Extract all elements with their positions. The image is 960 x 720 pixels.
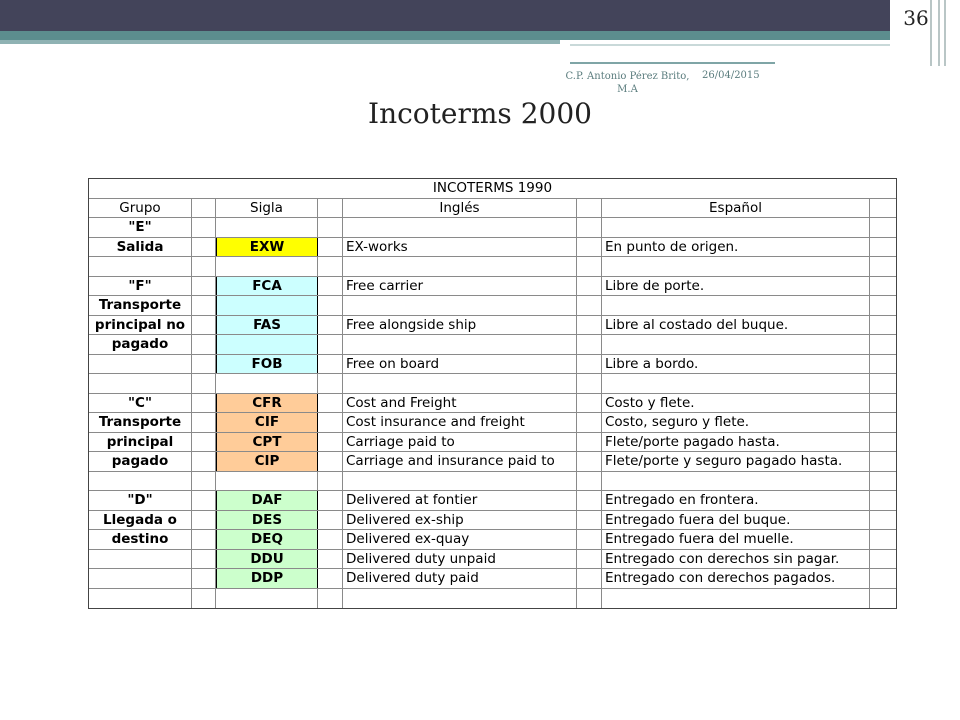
spacer-cell bbox=[577, 394, 602, 413]
spacer-cell bbox=[870, 569, 896, 588]
cell-ingles: Free carrier bbox=[343, 277, 577, 296]
spacer-cell bbox=[870, 316, 896, 335]
cell-sigla: CIP bbox=[216, 452, 318, 471]
table-row bbox=[89, 238, 896, 258]
cell-grupo: "D" bbox=[89, 491, 192, 510]
spacer-cell bbox=[870, 257, 896, 276]
cell-ingles: Cost and Freight bbox=[343, 394, 577, 413]
spacer-cell bbox=[192, 413, 216, 432]
table-row bbox=[89, 433, 896, 453]
table-row bbox=[89, 589, 896, 609]
spacer-cell bbox=[318, 374, 343, 393]
cell-espanol: Entregado fuera del buque. bbox=[602, 511, 870, 530]
table-row bbox=[89, 394, 896, 414]
spacer-cell bbox=[318, 316, 343, 335]
cell-grupo: Transporte bbox=[89, 296, 192, 315]
spacer-cell bbox=[192, 199, 216, 218]
spacer-cell bbox=[577, 433, 602, 452]
spacer-cell bbox=[318, 569, 343, 588]
spacer-cell bbox=[318, 589, 343, 609]
cell-sigla: DDP bbox=[216, 569, 318, 588]
table-row bbox=[89, 530, 896, 550]
cell-ingles: Carriage paid to bbox=[343, 433, 577, 452]
spacer-cell bbox=[192, 589, 216, 609]
spacer-cell bbox=[318, 218, 343, 237]
spacer-cell bbox=[577, 550, 602, 569]
cell-grupo: Transporte bbox=[89, 413, 192, 432]
spacer-cell bbox=[870, 589, 896, 609]
spacer-cell bbox=[318, 257, 343, 276]
spacer-cell bbox=[577, 218, 602, 237]
table-row bbox=[89, 218, 896, 238]
spacer-cell bbox=[318, 199, 343, 218]
cell-ingles: Delivered duty paid bbox=[343, 569, 577, 588]
spacer-cell bbox=[318, 452, 343, 471]
top-teal-bar bbox=[0, 31, 890, 40]
cell-espanol: Entregado con derechos pagados. bbox=[602, 569, 870, 588]
cell-grupo: principal bbox=[89, 433, 192, 452]
spacer-cell bbox=[192, 569, 216, 588]
spacer-cell bbox=[870, 491, 896, 510]
cell-espanol: En punto de origen. bbox=[602, 238, 870, 257]
cell-sigla bbox=[216, 296, 318, 315]
spacer-cell bbox=[870, 296, 896, 315]
header-sigla: Sigla bbox=[216, 199, 318, 218]
spacer-cell bbox=[577, 374, 602, 393]
cell-grupo: Llegada o bbox=[89, 511, 192, 530]
spacer-cell bbox=[577, 413, 602, 432]
cell-espanol: Entregado en frontera. bbox=[602, 491, 870, 510]
table-header-row bbox=[89, 199, 896, 219]
cell-grupo bbox=[89, 550, 192, 569]
table-title-row bbox=[89, 179, 896, 199]
cell-grupo: principal no bbox=[89, 316, 192, 335]
cell-ingles: Delivered duty unpaid bbox=[343, 550, 577, 569]
cell-ingles: Delivered at fontier bbox=[343, 491, 577, 510]
spacer-cell bbox=[870, 452, 896, 471]
cell-sigla: CPT bbox=[216, 433, 318, 452]
spacer-cell bbox=[577, 569, 602, 588]
spacer-cell bbox=[318, 355, 343, 374]
cell-sigla: FAS bbox=[216, 316, 318, 335]
table-row bbox=[89, 569, 896, 589]
cell-espanol: Costo, seguro y flete. bbox=[602, 413, 870, 432]
cell-ingles: Carriage and insurance paid to bbox=[343, 452, 577, 471]
cell-ingles: Delivered ex-quay bbox=[343, 530, 577, 549]
cell-sigla bbox=[216, 472, 318, 491]
spacer-cell bbox=[577, 511, 602, 530]
cell-espanol: Libre de porte. bbox=[602, 277, 870, 296]
spacer-cell bbox=[577, 257, 602, 276]
table-row bbox=[89, 491, 896, 511]
spacer-cell bbox=[192, 550, 216, 569]
spacer-cell bbox=[192, 277, 216, 296]
table-row bbox=[89, 316, 896, 336]
cell-grupo bbox=[89, 569, 192, 588]
spacer-cell bbox=[192, 218, 216, 237]
spacer-cell bbox=[577, 277, 602, 296]
cell-espanol bbox=[602, 589, 870, 609]
spacer-cell bbox=[577, 199, 602, 218]
cell-ingles bbox=[343, 218, 577, 237]
spacer-cell bbox=[318, 511, 343, 530]
table-row bbox=[89, 472, 896, 492]
footer-line bbox=[570, 62, 775, 64]
cell-sigla: DEQ bbox=[216, 530, 318, 549]
header-ingles: Inglés bbox=[343, 199, 577, 218]
spacer-cell bbox=[192, 238, 216, 257]
cell-sigla bbox=[216, 218, 318, 237]
slide-title: Incoterms 2000 bbox=[368, 97, 592, 130]
header-espanol: Español bbox=[602, 199, 870, 218]
cell-grupo: destino bbox=[89, 530, 192, 549]
cell-espanol bbox=[602, 218, 870, 237]
spacer-cell bbox=[192, 257, 216, 276]
table-title: INCOTERMS 1990 bbox=[432, 180, 553, 196]
spacer-cell bbox=[318, 433, 343, 452]
table-row bbox=[89, 550, 896, 570]
spacer-cell bbox=[870, 238, 896, 257]
footer-date: 26/04/2015 bbox=[702, 70, 760, 81]
cell-grupo bbox=[89, 589, 192, 609]
table-row bbox=[89, 413, 896, 433]
table-row bbox=[89, 511, 896, 531]
table-row bbox=[89, 355, 896, 375]
cell-ingles: Cost insurance and freight bbox=[343, 413, 577, 432]
spacer-cell bbox=[192, 316, 216, 335]
decor-vline bbox=[938, 0, 940, 66]
header-grupo: Grupo bbox=[89, 199, 192, 218]
cell-espanol: Entregado fuera del muelle. bbox=[602, 530, 870, 549]
spacer-cell bbox=[577, 316, 602, 335]
spacer-cell bbox=[192, 355, 216, 374]
table-row bbox=[89, 257, 896, 277]
spacer-cell bbox=[318, 530, 343, 549]
cell-grupo: "E" bbox=[89, 218, 192, 237]
cell-ingles: Delivered ex-ship bbox=[343, 511, 577, 530]
spacer-cell bbox=[318, 394, 343, 413]
cell-grupo bbox=[89, 355, 192, 374]
cell-grupo: "C" bbox=[89, 394, 192, 413]
spacer-cell bbox=[318, 491, 343, 510]
spacer-cell bbox=[870, 550, 896, 569]
cell-grupo: pagado bbox=[89, 452, 192, 471]
spacer-cell bbox=[577, 296, 602, 315]
top-dark-bar bbox=[0, 0, 960, 31]
cell-grupo: Salida bbox=[89, 238, 192, 257]
slide-number: 36 bbox=[903, 6, 929, 30]
cell-ingles bbox=[343, 374, 577, 393]
spacer-cell bbox=[192, 374, 216, 393]
table-row bbox=[89, 335, 896, 355]
spacer-cell bbox=[577, 530, 602, 549]
cell-ingles: Free on board bbox=[343, 355, 577, 374]
spacer-cell bbox=[577, 491, 602, 510]
cell-sigla: FCA bbox=[216, 277, 318, 296]
spacer-cell bbox=[577, 335, 602, 354]
spacer-cell bbox=[192, 472, 216, 491]
spacer-cell bbox=[318, 238, 343, 257]
spacer-cell bbox=[870, 413, 896, 432]
cell-sigla: DES bbox=[216, 511, 318, 530]
spacer-cell bbox=[318, 335, 343, 354]
spacer-cell bbox=[192, 394, 216, 413]
cell-espanol: Flete/porte y seguro pagado hasta. bbox=[602, 452, 870, 471]
cell-ingles bbox=[343, 257, 577, 276]
cell-grupo bbox=[89, 374, 192, 393]
spacer-cell bbox=[870, 374, 896, 393]
cell-grupo: pagado bbox=[89, 335, 192, 354]
table-row bbox=[89, 296, 896, 316]
cell-ingles bbox=[343, 472, 577, 491]
cell-espanol bbox=[602, 335, 870, 354]
spacer-cell bbox=[577, 589, 602, 609]
cell-sigla: CIF bbox=[216, 413, 318, 432]
top-teal-thin-bar bbox=[0, 40, 560, 44]
cell-sigla bbox=[216, 374, 318, 393]
spacer-cell bbox=[870, 199, 896, 218]
spacer-cell bbox=[318, 550, 343, 569]
cell-espanol: Libre al costado del buque. bbox=[602, 316, 870, 335]
spacer-cell bbox=[870, 530, 896, 549]
cell-sigla: DAF bbox=[216, 491, 318, 510]
spacer-cell bbox=[192, 452, 216, 471]
cell-sigla bbox=[216, 257, 318, 276]
cell-sigla: DDU bbox=[216, 550, 318, 569]
cell-grupo bbox=[89, 472, 192, 491]
footer-author: C.P. Antonio Pérez Brito, M.A bbox=[565, 71, 690, 95]
spacer-cell bbox=[870, 335, 896, 354]
spacer-cell bbox=[870, 433, 896, 452]
spacer-cell bbox=[870, 277, 896, 296]
cell-espanol: Costo y flete. bbox=[602, 394, 870, 413]
spacer-cell bbox=[870, 472, 896, 491]
cell-ingles: Free alongside ship bbox=[343, 316, 577, 335]
spacer-cell bbox=[192, 530, 216, 549]
cell-sigla: FOB bbox=[216, 355, 318, 374]
cell-espanol: Entregado con derechos sin pagar. bbox=[602, 550, 870, 569]
spacer-cell bbox=[192, 296, 216, 315]
spacer-cell bbox=[577, 472, 602, 491]
cell-ingles bbox=[343, 589, 577, 609]
spacer-cell bbox=[577, 355, 602, 374]
top-light-line bbox=[570, 44, 890, 46]
table-row bbox=[89, 452, 896, 472]
spacer-cell bbox=[577, 452, 602, 471]
cell-ingles bbox=[343, 335, 577, 354]
spacer-cell bbox=[192, 335, 216, 354]
spacer-cell bbox=[192, 491, 216, 510]
cell-sigla: CFR bbox=[216, 394, 318, 413]
spacer-cell bbox=[870, 511, 896, 530]
table-row bbox=[89, 374, 896, 394]
cell-sigla bbox=[216, 589, 318, 609]
cell-espanol: Libre a bordo. bbox=[602, 355, 870, 374]
cell-ingles: EX-works bbox=[343, 238, 577, 257]
cell-espanol bbox=[602, 296, 870, 315]
cell-espanol bbox=[602, 257, 870, 276]
spacer-cell bbox=[192, 511, 216, 530]
spacer-cell bbox=[577, 238, 602, 257]
decor-vline bbox=[944, 0, 946, 66]
table-row bbox=[89, 277, 896, 297]
cell-sigla bbox=[216, 335, 318, 354]
cell-espanol bbox=[602, 472, 870, 491]
cell-grupo bbox=[89, 257, 192, 276]
spacer-cell bbox=[870, 355, 896, 374]
cell-grupo: "F" bbox=[89, 277, 192, 296]
cell-espanol bbox=[602, 374, 870, 393]
cell-espanol: Flete/porte pagado hasta. bbox=[602, 433, 870, 452]
incoterms-table bbox=[88, 178, 897, 609]
spacer-cell bbox=[318, 277, 343, 296]
cell-sigla: EXW bbox=[216, 238, 318, 257]
spacer-cell bbox=[318, 413, 343, 432]
spacer-cell bbox=[870, 218, 896, 237]
spacer-cell bbox=[318, 472, 343, 491]
spacer-cell bbox=[318, 296, 343, 315]
spacer-cell bbox=[192, 433, 216, 452]
cell-ingles bbox=[343, 296, 577, 315]
spacer-cell bbox=[870, 394, 896, 413]
